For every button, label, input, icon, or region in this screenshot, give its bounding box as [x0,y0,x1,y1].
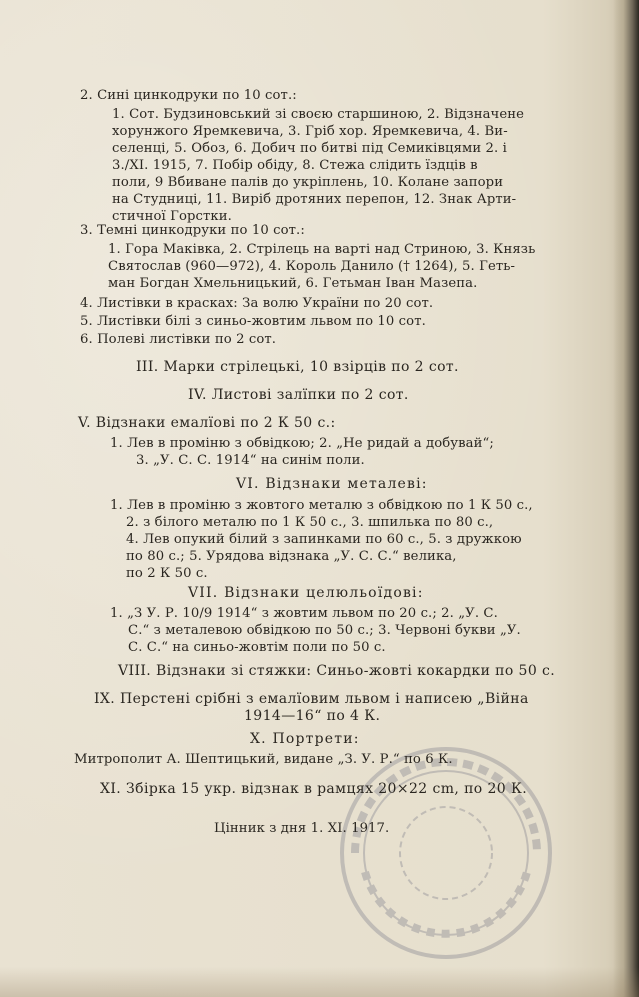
section-v-line: 3. „У. С. С. 1914“ на синім поли. [136,453,365,468]
item-3-line: 1. Гора Маківка, 2. Стрілець на варті над Стриною, 3. Князь [108,242,536,257]
item-2-line: селенці, 5. Обоз, 6. Добич по битві під Семиківцями 2. і [112,141,507,156]
section-xi-heading: XI. Збірка 15 укр. відзнак в рамцях 20×22 cm, по 20 К. [100,781,528,797]
section-vi-line: 1. Лев в проміню з жовтого металю з обвідкою по 1 К 50 с., [110,498,533,513]
item-3-line: Святослав (960—972), 4. Король Данило († 1264), 5. Геть- [108,259,516,274]
section-x-line: Митрополит А. Шептицький, видане „З. У. Р.“ по 6 К. [74,752,453,767]
section-iv-heading: IV. Листові залїпки по 2 сот. [188,387,409,403]
section-vi-heading: VI. Відзнаки металеві: [236,476,428,492]
item-2-line: стичної Горстки. [112,209,232,224]
item-2-line: 3./XI. 1915, 7. Побір обіду, 8. Стежа слідить їздців в [112,158,478,173]
item-6: 6. Полеві листівки по 2 сот. [80,332,277,347]
item-3-line: ман Богдан Хмельницький, 6. Гетьман Іван Мазепа. [108,276,478,291]
section-vi-line: 4. Лев опукий білий з запинками по 60 с., 5. з дружкою [126,532,522,547]
price-list-date: Цінник з дня 1. XI. 1917. [214,821,390,836]
item-4: 4. Листівки в красках: За волю України по 20 сот. [80,296,434,311]
section-vi-line: по 80 с.; 5. Урядова відзнака „У. С. С.“ велика, [126,549,457,564]
section-vii-line: С.“ з металевою обвідкою по 50 с.; 3. Червоні букви „У. [128,623,521,638]
item-2-line: на Студниці, 11. Виріб дротяних перепон, 12. Знак Арти- [112,192,517,207]
section-vii-line: С. С.“ на синьо-жовтім поли по 50 с. [128,640,386,655]
section-vi-line: по 2 К 50 с. [126,566,208,581]
section-v-heading: V. Відзнаки емалїові по 2 К 50 с.: [78,415,336,431]
item-2-line: поли, 9 Вбиване палів до укріплень, 10. Колане запори [112,175,504,190]
section-v-line: 1. Лев в проміню з обвідкою; 2. „Не ридай а добувай“; [110,436,494,451]
section-ix-line: 1914—16“ по 4 К. [244,708,381,724]
section-viii-heading: VIII. Відзнаки зі стяжки: Синьо-жовті кокардки по 50 с. [118,663,556,679]
section-x-heading: X. Портрети: [250,731,360,747]
item-2-heading: 2. Сині цинкодруки по 10 сот.: [80,88,297,103]
section-ix-heading: IX. Перстені срібні з емалїовим львом і написею „Війна [94,691,529,707]
item-2-line: 1. Сот. Будзиновський зі своєю старшиною, 2. Відзначене [112,107,525,122]
section-iii-heading: III. Марки стрілецькі, 10 взірців по 2 сот. [136,359,459,375]
item-2-line: хорунжого Яремкевича, 3. Гріб хор. Яремкевича, 4. Ви- [112,124,508,139]
section-vii-heading: VII. Відзнаки целюльоїдові: [188,585,424,601]
item-5: 5. Листівки білі з синьо-жовтим львом по 10 сот. [80,314,426,329]
item-3-heading: 3. Темні цинкодруки по 10 сот.: [80,223,305,238]
section-vii-line: 1. „З У. Р. 10/9 1914“ з жовтим львом по 20 с.; 2. „У. С. [110,606,498,621]
section-vi-line: 2. з білого металю по 1 К 50 с., 3. шпилька по 80 с., [126,515,494,530]
